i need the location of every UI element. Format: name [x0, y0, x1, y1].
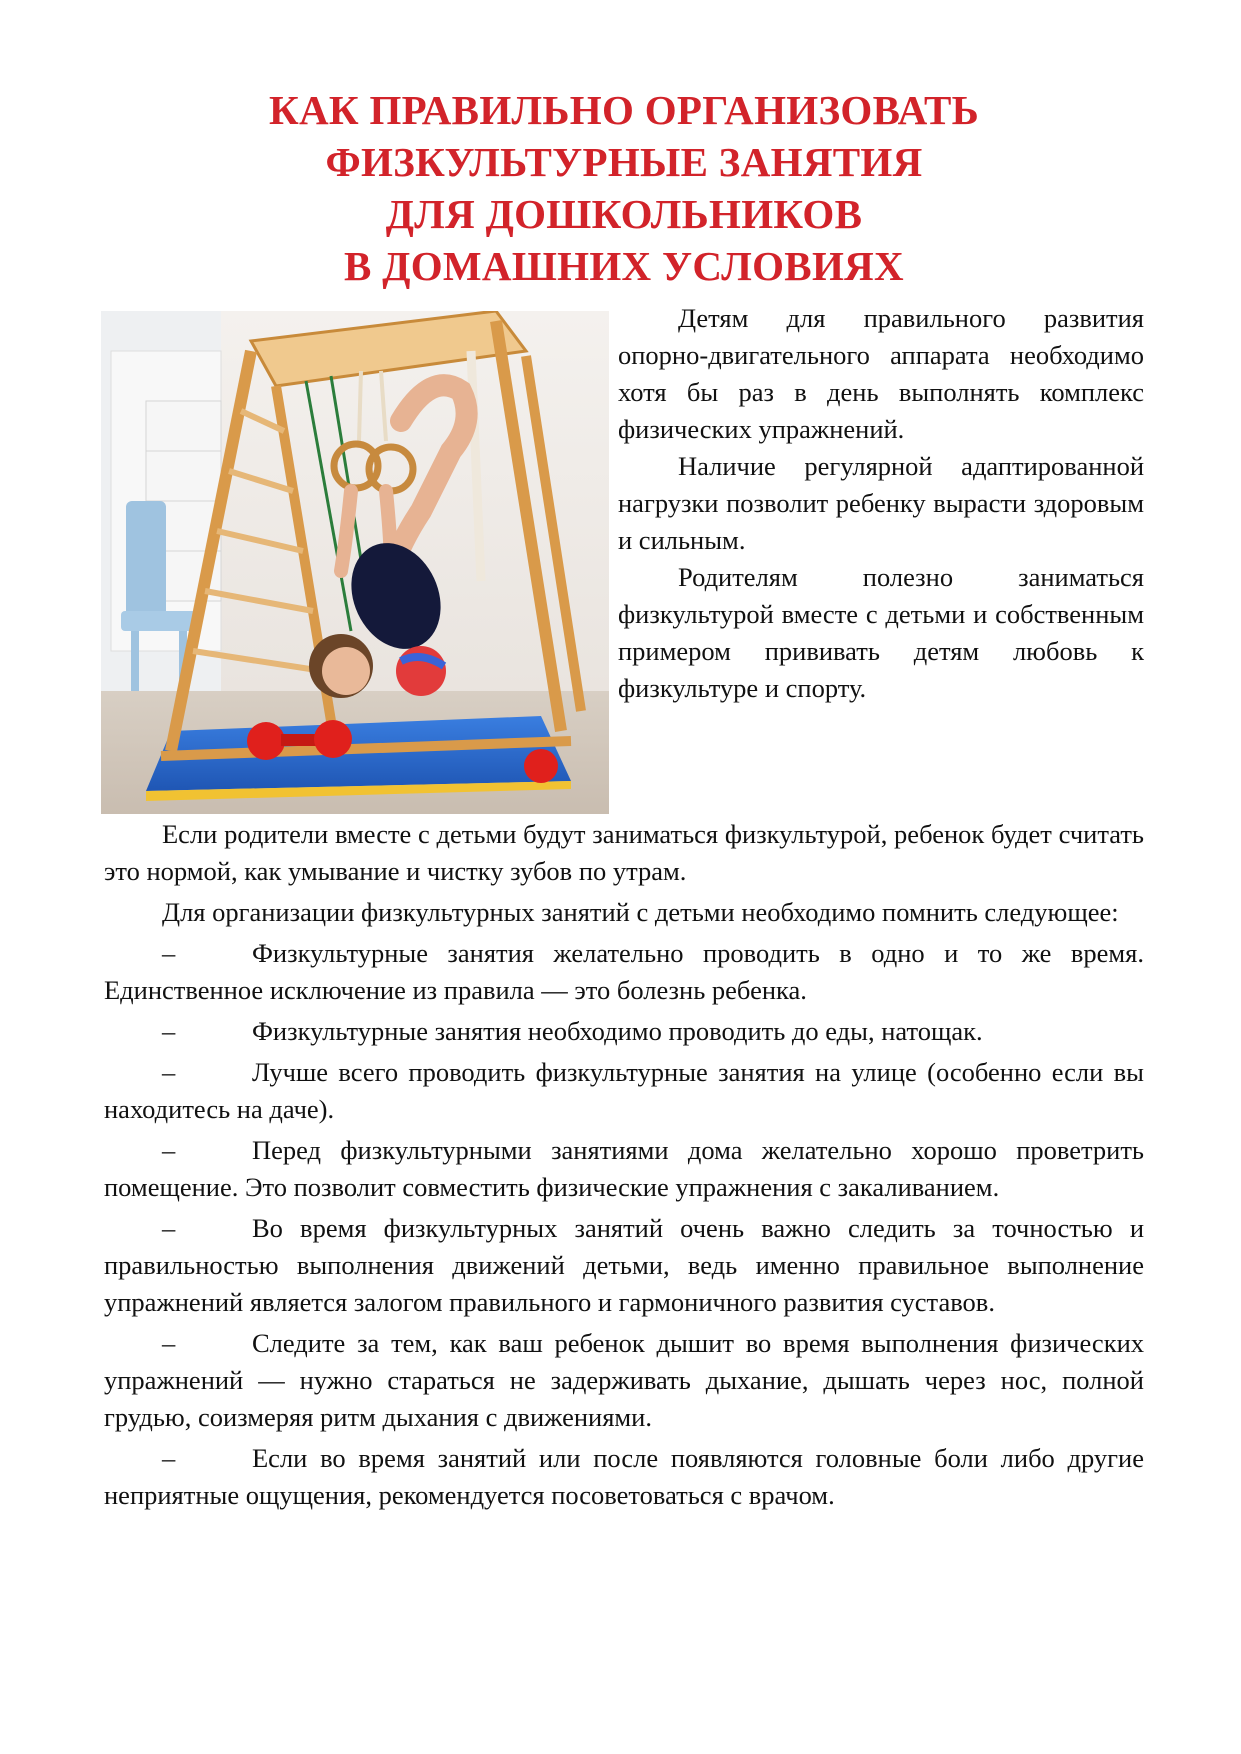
list-item-text: Следите за тем, как ваш ребенок дышит во время выполнения физических упражнений — нужно стараться не задерживать дыхание, дышать через нос, полной грудью, соизмеряя ритм дыхания с движениями.	[104, 1328, 1144, 1432]
list-item	[104, 1132, 1144, 1206]
document-title	[104, 84, 1144, 292]
list-item-text: Перед физкультурными занятиями дома желательно хорошо проветрить помещение. Это позволит совместить физические упражнения с закаливанием.	[104, 1135, 1144, 1202]
child-climbing-frame-photo	[101, 311, 609, 814]
list-marker: –	[162, 1057, 176, 1087]
list-item-text: Если во время занятий или после появляются головные боли либо другие неприятные ощущения, рекомендуется посоветоваться с врачом.	[104, 1443, 1144, 1510]
list-marker: –	[162, 1328, 176, 1358]
intro-paragraph: Родителям полезно заниматься физкультурой вместе с детьми и собственным примером прививать детям любовь к физкультуре и спорту.	[618, 562, 1144, 703]
list-item	[104, 1325, 1144, 1436]
list-marker: –	[162, 1135, 176, 1165]
list-item-text: Физкультурные занятия желательно проводить в одно и то же время. Единственное исключение из правила — это болезнь ребенка.	[104, 938, 1144, 1005]
list-item	[104, 935, 1144, 1009]
intro-paragraph: Детям для правильного развития опорно-двигательного аппарата необходимо хотя бы раз в день выполнять комплекс физических упражнений.	[618, 303, 1144, 444]
body-paragraph: Для организации физкультурных занятий с детьми необходимо помнить следующее:	[162, 897, 1119, 927]
body-paragraph: Если родители вместе с детьми будут заниматься физкультурой, ребенок будет считать это нормой, как умывание и чистку зубов по утрам.	[104, 819, 1144, 886]
list-item-text: Лучше всего проводить физкультурные занятия на улице (особенно если вы находитесь на даче).	[104, 1057, 1144, 1124]
title-line: КАК ПРАВИЛЬНО ОРГАНИЗОВАТЬ	[268, 87, 980, 133]
list-marker: –	[162, 1213, 176, 1243]
title-line: ФИЗКУЛЬТУРНЫЕ ЗАНЯТИЯ	[325, 139, 923, 185]
title-line: В ДОМАШНИХ УСЛОВИЯХ	[344, 243, 904, 289]
list-item	[104, 1210, 1144, 1321]
list-marker: –	[162, 938, 176, 968]
list-item-text: Во время физкультурных занятий очень важно следить за точностью и правильностью выполнения движений детьми, ведь именно правильное выполнение упражнений является залогом правильного и гармоничного развития суставов.	[104, 1213, 1144, 1317]
list-marker: –	[162, 1443, 176, 1473]
main-text	[104, 816, 1144, 1514]
intro-paragraph: Наличие регулярной адаптированной нагрузки позволит ребенку вырасти здоровым и сильным.	[618, 451, 1144, 555]
list-item	[104, 1013, 1144, 1050]
list-marker: –	[162, 1016, 176, 1046]
title-line: ДЛЯ ДОШКОЛЬНИКОВ	[385, 191, 863, 237]
list-item-text: Физкультурные занятия необходимо проводить до еды, натощак.	[252, 1016, 983, 1046]
intro-column	[618, 300, 1144, 707]
list-item	[104, 1440, 1144, 1514]
list-item	[104, 1054, 1144, 1128]
